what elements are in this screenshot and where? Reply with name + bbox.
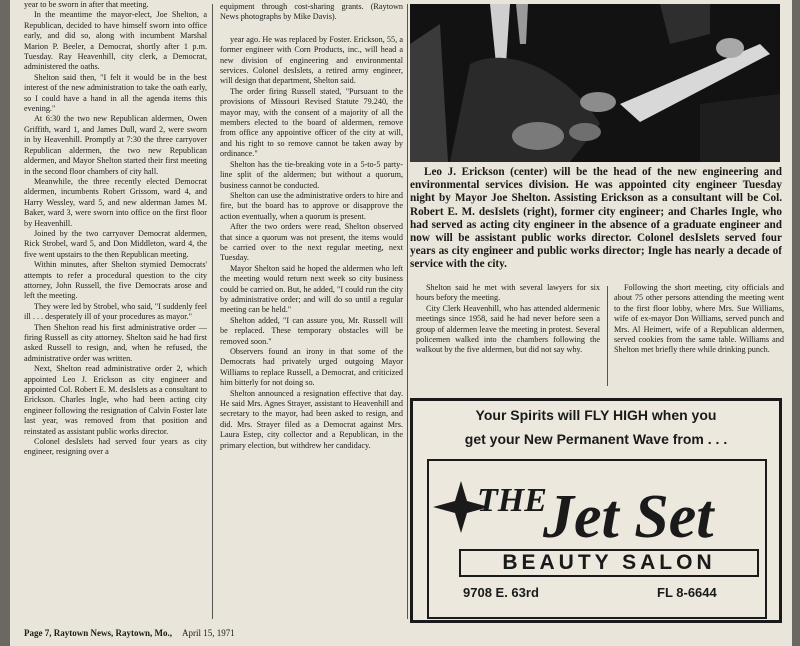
newspaper-page [10,0,792,646]
logo-the-text: THE [477,482,547,519]
article-column-2 [220,2,403,451]
jet-set-logo [429,461,765,549]
article-paragraph [220,23,403,35]
page-footer [24,628,235,638]
article-paragraph: Shelton said he met with several lawyers for six hours befory the meeting. [416,283,600,303]
column-rule [607,286,608,386]
ad-headline-2: get your New Permanent Wave from . . . [464,431,728,447]
article-paragraph: year to be sworn in after that meeting. [24,0,149,9]
article-paragraph: At 6:30 the two new Republican aldermen, Owen Griffith, ward 1, and James Dull, ward 2, were sworn in by Heavenhill. Promptly at 7:30 the three carryover Republican aldermen, the two new Republican aldermen, and Mayor Shelton started their first meeting in the second floor chambers of city hall. [24,114,207,176]
article-paragraph: City Clerk Heavenhill, who has attended aldermenic meetings since 1958, said he had never before seen a group of aldermen leave the meeting in protest. Several policemen walked into the chambers following the walkout by the five aldermen, but did not say why. [416,303,600,355]
article-paragraph: Within minutes, after Shelton stymied Democrats' attempts to refer a procedural question to the city attorney, John Russell, the five Democrats arose and left the meeting. [24,260,207,301]
article-paragraph: year ago. He was replaced by Foster. Erickson, 55, a former engineer with Corn Products, inc., will head a new division of engineering and environmental services. Colonel desIslets, a retired army engineer, will design that department, Shelton said. [220,34,403,86]
article-paragraph: Following the short meeting, city officials and about 75 other persons attending the meeting went to the first floor lobby, where Mrs. Sue Williams, wife of ex-mayor Don Williams, served punch and Mrs. Al Heimert, wife of a Republican aldermen, served cookies from the same table. Williams and Shelton met briefly there while drinking punch. [614,283,784,355]
article-paragraph: They were led by Strobel, who said, "I suddenly feel ill . . . desperately ill of your procedures as mayor." [24,301,207,322]
article-paragraph: Mayor Shelton said he hoped the aldermen who left the meeting would return next week so city business could be carried on. But, he added, "I could run the city by administrative order; and will do so until a regular meeting can be held." [220,263,403,315]
caption-text: Leo J. Erickson (center) will be the head of the new engineering and environmental services division. He was appointed city engineer Tuesday night by Mayor Joe Shelton. Assisting Erickson as a consultant will be Col. Robert E. M. desIslets (right), former city engineer; and Charles Ingle, who had served as acting city engineer in the absence of a graduate engineer and now will be assistant public works director. Colonel desIslets served four years as city engineer and public works director; Ingle has nearly a decade of service with the city. [410,166,782,271]
article-paragraph: Then Shelton read his first administrative order — firing Russell as city attorney. Shelton said he had first asked Russell to resign, and, when he refused, the administrative order was written. [24,322,207,363]
ad-headline-1: Your Spirits will FLY HIGH when you [475,407,717,423]
article-paragraph: Joined by the two carryover Democrat aldermen, Rick Strobel, ward 5, and Don Middleton, ward 4, the five went upstairs to the then Republican meeting. [24,228,207,259]
article-paragraph: In the meantime the mayor-elect, Joe Shelton, a Republican, decided to have himself sworn into office early, and did so, along with incumbent Marshal Marion P. Beeler, a Democrat, shortly after 1 p.m. Tuesday. Ray Heavenhill, city clerk, a Democrat, administered the oaths. [24,10,207,72]
photo-caption [410,166,782,272]
article-paragraph: Colonel desIslets had served four years as city engineer, resigning over a [24,437,207,457]
article-column-3 [416,283,600,356]
footer-page-info: Page 7, Raytown News, Raytown, Mo., [24,628,172,638]
article-paragraph: Next, Shelton read administrative order 2, which appointed Leo J. Erickson as city engineer and appointed Col. Robert E. M. desIslets as a consultant to Erickson. Charles Ingle, who had been acting city engineer following the resignation of Calvin Foster late last year, was removed from that position and reinstated as assistant public works director. [24,364,207,436]
article-paragraph: Shelton announced a resignation effective that day. He said Mrs. Agnes Strayer, assistant to Heavenhill and secretary to the mayor, had been asked to resign, and did. Mrs. Strayer filed as a Democrat against Mrs. Laura Estep, city collector and a Republican, in the primary election, but withdrew her candidacy. [220,388,403,450]
jet-set-advertisement [410,398,782,623]
photo-image [410,4,780,162]
article-column-4 [614,283,784,356]
article-paragraph: Shelton can use the administrative orders to hire and fire, but the board has to approve or disapprove the action eventually, when a quorum is present. [220,190,403,221]
article-paragraph: equipment through cost-sharing grants. (Raytown News photographs by Mike Davis). [220,2,403,22]
article-paragraph: After the two orders were read, Shelton observed that since a quorum was not present, the items would be carried over to the next regular meeting, next Tuesday. [220,222,403,263]
logo-name-text: Jet Set [543,483,714,549]
article-paragraph: The order firing Russell stated, "Pursuant to the provisions of Missouri Revised Statute 79.240, the mayor may, with the consent of a majority of all the members elected to the board of aldermen, remove from office any appointive officer of the city at will, and his right to so remove cannot be taken away by ordinance." [220,86,403,159]
beauty-salon-label: BEAUTY SALON [459,549,759,577]
column-rule [212,4,213,619]
ad-address: 9708 E. 63rd [463,585,539,600]
article-paragraph: Observers found an irony in that some of the Democrats had privately urged outgoing Mayor Williams to replace Russell, a Democrat, and criticized him bitterly for not doing so. [220,347,403,388]
logo-box [427,459,767,619]
news-photo [410,4,780,162]
article-paragraph: Meanwhile, the three recently elected Democrat aldermen, incumbents Robert Grissom, ward 4, and Harry Wessley, ward 5, and new alderman James M. Baker, ward 3, were sworn into office on the first floor by Heavenhill. [24,176,207,228]
ad-phone: FL 8-6644 [657,585,717,600]
article-paragraph: Shelton added, "I can assure you, Mr. Russell will be replaced. These temporary obstacles will be removed soon." [220,315,403,346]
article-column-1 [24,0,207,458]
footer-date: April 15, 1971 [182,628,235,638]
article-paragraph: Shelton has the tie-breaking vote in a 5-to-5 party-line split of the aldermen; but without a quorum, business cannot be conducted. [220,159,403,190]
column-rule [407,4,408,619]
article-paragraph: Shelton said then, "I felt it would be in the best interest of the new administration to take the oath early, so I could have a hand in all the agenda items this evening." [24,72,207,114]
